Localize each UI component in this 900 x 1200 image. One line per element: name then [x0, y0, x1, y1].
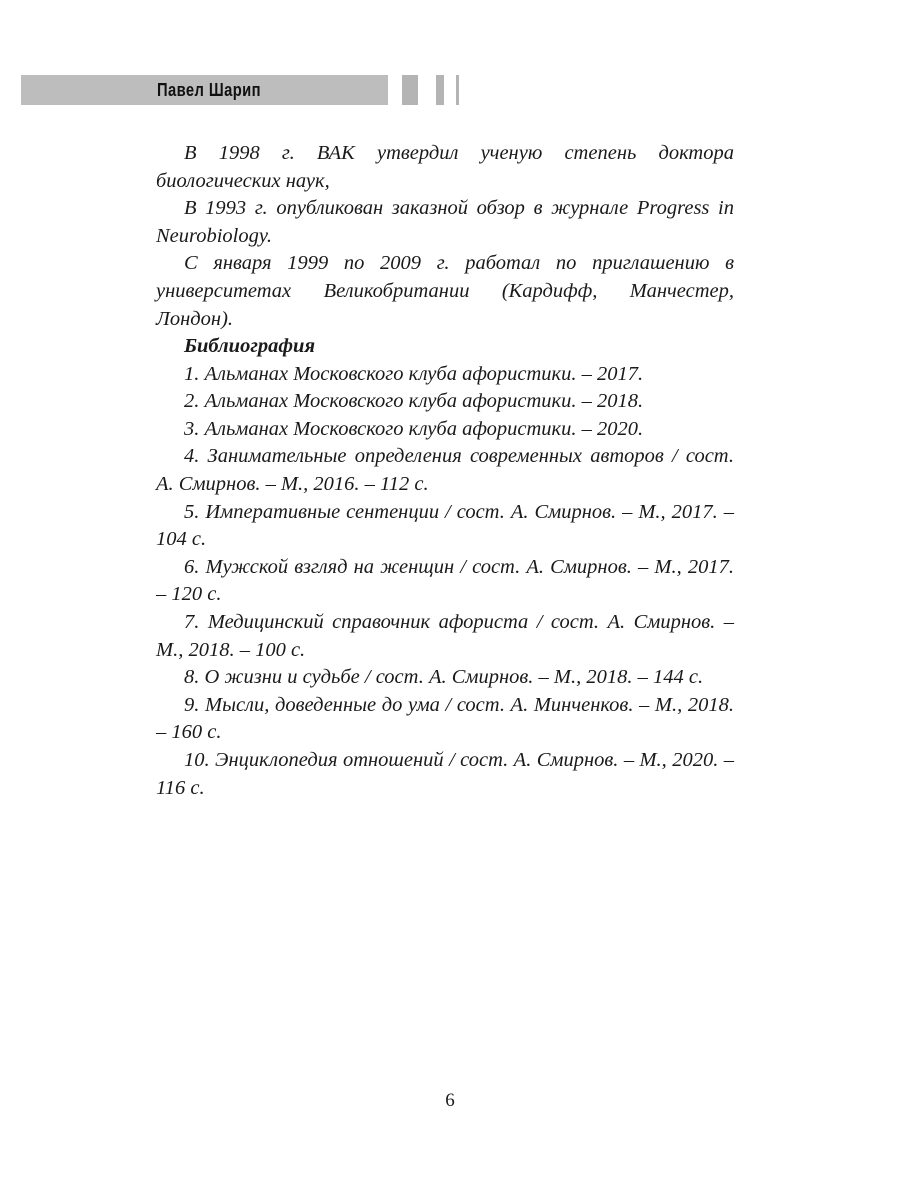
header-decoration-block: [436, 75, 444, 105]
bibliography-item: 1. Альманах Московского клуба афористики. – 2017.: [184, 362, 644, 385]
bibliography-title: Библиография: [184, 335, 316, 357]
bibliography-item: 2. Альманах Московского клуба афористики. – 2018.: [184, 390, 644, 413]
bibliography-item: 7. Медицинский справочник афориста / сост. А. Смирнов. – М., 2018. – 100 с.: [156, 610, 734, 661]
header-decoration-block: [402, 75, 418, 105]
intro-text: [156, 140, 734, 333]
page-number: 6: [445, 1090, 455, 1111]
intro-paragraph: В 1998 г. ВАК утвердил ученую степень доктора биологических наук,: [156, 142, 734, 192]
bibliography-item: 10. Энциклопедия отношений / сост. А. Смирнов. – М., 2020. – 116 с.: [156, 748, 734, 799]
bibliography-item: 4. Занимательные определения современных авторов / сост. А. Смирнов. – М., 2016. – 112 с.: [156, 445, 734, 495]
intro-paragraph: В 1993 г. опубликован заказной обзор в журнале Progress in Neurobiology.: [156, 197, 734, 247]
bibliography-item: 9. Мысли, доведенные до ума / сост. А. Минченков. – М., 2018. – 160 с.: [156, 693, 734, 744]
bibliography-section: [156, 333, 734, 802]
intro-paragraph: С января 1999 по 2009 г. работал по приглашению в университетах Великобритании (Кардифф, Манчестер, Лондон).: [156, 252, 734, 330]
bibliography-item: 8. О жизни и судьбе / сост. А. Смирнов. – М., 2018. – 144 с.: [184, 666, 704, 689]
running-header-author: Павел Шарип: [157, 80, 261, 100]
header-decoration-block: [456, 75, 459, 105]
bibliography-item: 3. Альманах Московского клуба афористики. – 2020.: [184, 417, 644, 440]
bibliography-item: 5. Императивные сентенции / сост. А. Смирнов. – М., 2017. – 104 с.: [156, 500, 734, 551]
bibliography-item: 6. Мужской взгляд на женщин / сост. А. Смирнов. – М., 2017. – 120 с.: [156, 555, 734, 606]
